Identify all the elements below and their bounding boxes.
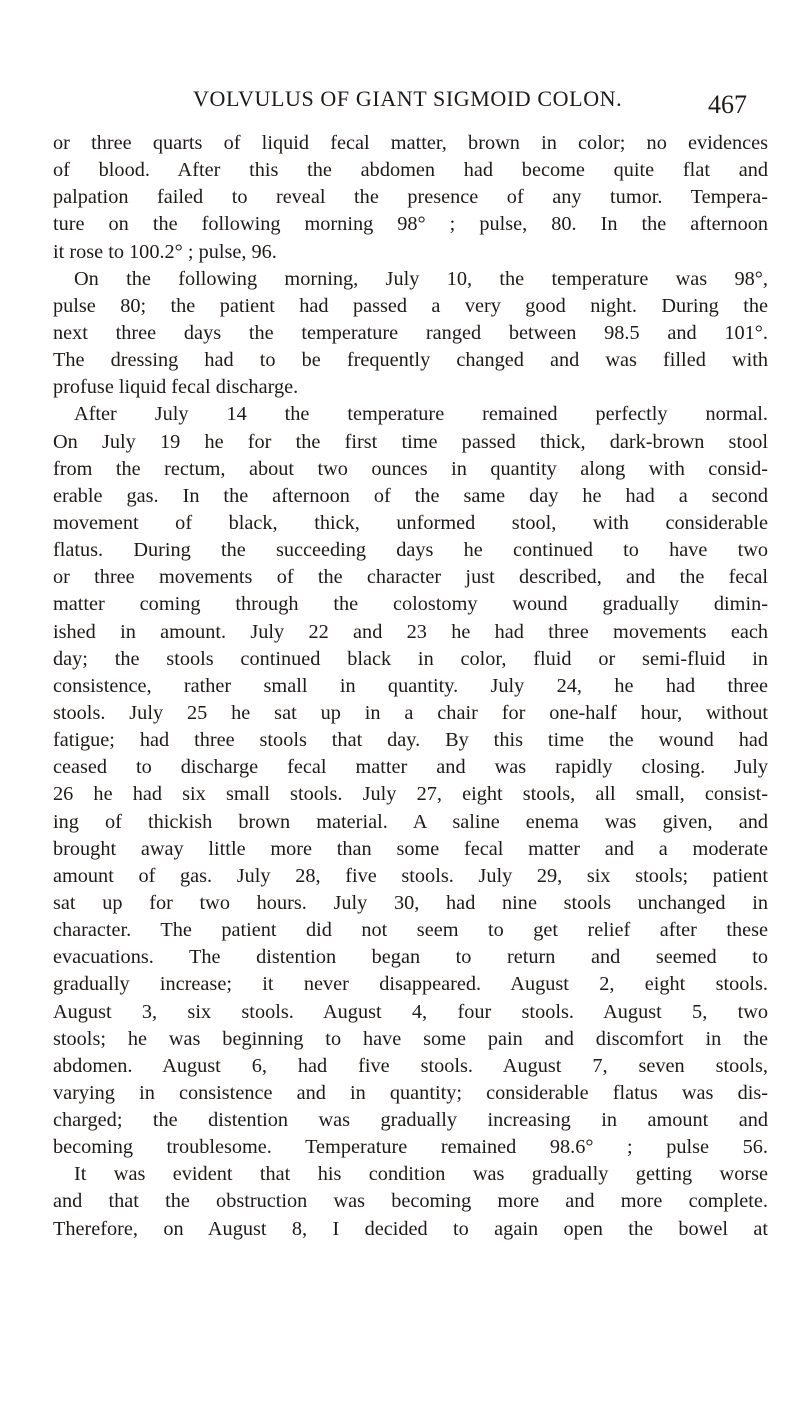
text-line: or three movements of the character just described, and the fecal — [53, 566, 768, 589]
text-line: ing of thickish brown material. A saline enema was given, and — [53, 810, 768, 833]
text-line: The dressing had to be frequently changed and was filled with — [53, 349, 768, 372]
text-line: It was evident that his condition was gradually getting worse — [74, 1163, 768, 1186]
page-number: 467 — [708, 90, 747, 119]
text-line: sat up for two hours. July 30, had nine stools unchanged in — [53, 891, 768, 914]
running-head — [0, 86, 800, 119]
text-line: amount of gas. July 28, five stools. July 29, six stools; patient — [53, 864, 768, 887]
text-line: ished in amount. July 22 and 23 he had three movements each — [53, 620, 768, 643]
text-line: varying in consistence and in quantity; considerable flatus was dis- — [53, 1081, 768, 1104]
text-line: matter coming through the colostomy wound gradually dimin- — [53, 593, 768, 616]
text-line: it rose to 100.2° ; pulse, 96. — [53, 240, 277, 263]
text-line: palpation failed to reveal the presence of any tumor. Tempera- — [53, 186, 768, 209]
text-line: ceased to discharge fecal matter and was rapidly closing. July — [53, 756, 768, 779]
body-text — [53, 130, 768, 1243]
text-line: movement of black, thick, unformed stool, with considerable — [53, 511, 768, 534]
text-line: 26 he had six small stools. July 27, eight stools, all small, consist- — [53, 783, 768, 806]
text-line: from the rectum, about two ounces in quantity along with consid- — [53, 457, 768, 480]
text-line: flatus. During the succeeding days he continued to have two — [53, 539, 768, 562]
text-line: fatigue; had three stools that day. By this time the wound had — [53, 729, 768, 752]
text-line: character. The patient did not seem to get relief after these — [53, 919, 768, 942]
text-line: On July 19 he for the first time passed thick, dark-brown stool — [53, 430, 768, 453]
text-line: becoming troublesome. Temperature remained 98.6° ; pulse 56. — [53, 1136, 768, 1159]
text-line: gradually increase; it never disappeared. August 2, eight stools. — [53, 973, 768, 996]
text-line: day; the stools continued black in color, fluid or semi-fluid in — [53, 647, 768, 670]
text-line: abdomen. August 6, had five stools. August 7, seven stools, — [53, 1054, 768, 1077]
text-line: evacuations. The distention began to return and seemed to — [53, 946, 768, 969]
running-title: VOLVULUS OF GIANT SIGMOID COLON. — [193, 86, 623, 111]
text-line: stools. July 25 he sat up in a chair for one-half hour, without — [53, 701, 768, 724]
text-line: Therefore, on August 8, I decided to again open the bowel at — [53, 1217, 768, 1240]
text-line: consistence, rather small in quantity. July 24, he had three — [53, 674, 768, 697]
text-line: and that the obstruction was becoming more and more complete. — [53, 1190, 768, 1213]
text-line: ture on the following morning 98° ; pulse, 80. In the afternoon — [53, 213, 768, 236]
text-line: brought away little more than some fecal matter and a moderate — [53, 837, 768, 860]
text-line: or three quarts of liquid fecal matter, brown in color; no evidences — [53, 132, 768, 154]
text-line: pulse 80; the patient had passed a very good night. During the — [53, 294, 768, 317]
text-line: On the following morning, July 10, the temperature was 98°, — [74, 267, 768, 290]
text-line: of blood. After this the abdomen had become quite flat and — [53, 159, 768, 182]
text-line: profuse liquid fecal discharge. — [53, 376, 299, 399]
text-line: August 3, six stools. August 4, four stools. August 5, two — [53, 1000, 768, 1023]
text-line: charged; the distention was gradually increasing in amount and — [53, 1109, 768, 1132]
text-line: next three days the temperature ranged between 98.5 and 101°. — [53, 321, 768, 344]
text-line: After July 14 the temperature remained perfectly normal. — [74, 403, 768, 426]
text-line: stools; he was beginning to have some pain and discomfort in the — [53, 1027, 768, 1050]
text-line: erable gas. In the afternoon of the same day he had a second — [53, 484, 768, 507]
